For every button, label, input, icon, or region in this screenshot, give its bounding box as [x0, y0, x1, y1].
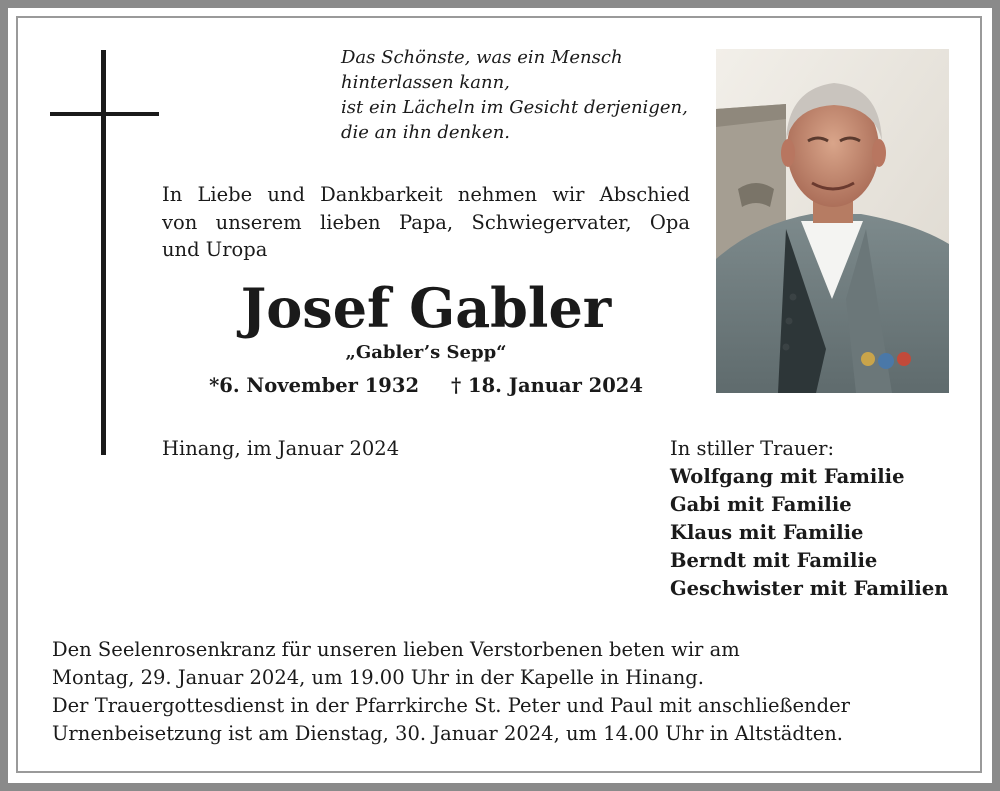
farewell-line: [162, 181, 690, 209]
farewell-word: von: [162, 210, 198, 234]
service-line: Den Seelenrosenkranz für unseren lieben Verstorbenen beten wir am: [52, 638, 740, 661]
cross-icon-horizontal: [50, 112, 159, 116]
service-line: Der Trauergottesdienst in der Pfarrkirche St. Peter und Paul mit anschließender: [52, 694, 850, 717]
farewell-line: und Uropa: [162, 238, 268, 261]
cross-icon-vertical: [101, 50, 106, 455]
farewell-word: lieben: [320, 210, 381, 234]
service-announcement: [52, 636, 952, 748]
mourner-entry: Gabi mit Familie: [670, 493, 852, 516]
farewell-word: Opa: [649, 210, 690, 234]
farewell-word: Liebe: [197, 183, 253, 206]
life-dates: [162, 371, 690, 401]
quote-line: die an ihn denken.: [341, 122, 511, 143]
farewell-word: Abschied: [599, 183, 690, 206]
farewell-word: In: [162, 183, 183, 206]
birth-date: *6. November 1932: [209, 374, 420, 397]
portrait-photo-drawing: [716, 49, 949, 393]
death-date: † 18. Januar 2024: [451, 374, 643, 397]
farewell-word: Dankbarkeit: [320, 183, 443, 206]
quote-line: Das Schönste, was ein Mensch: [341, 47, 623, 68]
farewell-text: [162, 181, 690, 264]
mourner-entry: Berndt mit Familie: [670, 549, 878, 572]
deceased-nickname: „Gabler’s Sepp“: [345, 342, 507, 363]
farewell-line: [162, 209, 690, 237]
service-line: Urnenbeisetzung ist am Dienstag, 30. Januar 2024, um 14.00 Uhr in Altstädten.: [52, 722, 843, 745]
farewell-word: Papa,: [398, 210, 454, 234]
mourner-entry: Wolfgang mit Familie: [670, 465, 905, 488]
quote-line: ist ein Lächeln im Gesicht derjenigen,: [341, 97, 688, 118]
memorial-quote: [341, 45, 711, 145]
farewell-word: unserem: [215, 210, 302, 234]
mourners-heading: In stiller Trauer:: [670, 437, 835, 460]
place-and-date: Hinang, im Januar 2024: [162, 437, 400, 460]
mourner-entry: Klaus mit Familie: [670, 521, 864, 544]
quote-line: hinterlassen kann,: [341, 72, 510, 93]
farewell-word: und: [267, 183, 305, 206]
farewell-word: Schwiegervater,: [471, 210, 632, 234]
mourner-entry: Geschwister mit Familien: [670, 577, 949, 600]
deceased-name: Josef Gabler: [240, 276, 612, 340]
farewell-word: nehmen: [457, 183, 538, 206]
portrait-photo: [716, 49, 949, 393]
farewell-word: wir: [552, 183, 585, 206]
mourners-list: [670, 435, 970, 603]
service-line: Montag, 29. Januar 2024, um 19.00 Uhr in der Kapelle in Hinang.: [52, 666, 704, 689]
